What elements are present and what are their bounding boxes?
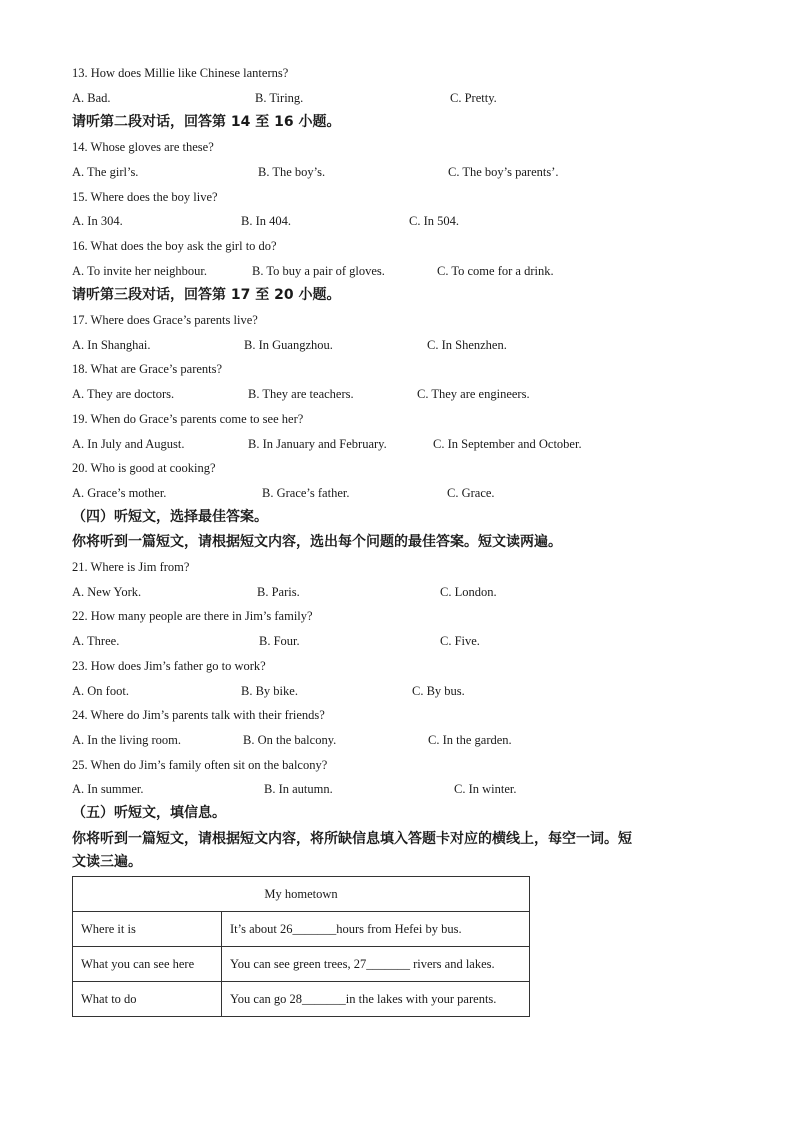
option-a: A. The girl’s. (72, 165, 139, 179)
table-header-row (73, 877, 530, 912)
option-b: B. Grace’s father. (262, 486, 350, 500)
option-c: C. London. (440, 585, 497, 599)
option-c: C. In 504. (409, 214, 459, 228)
row-content: It’s about 26_______hours from Hefei by bus. (222, 912, 530, 947)
section-instruction-4: 你将听到一篇短文，请根据短文内容，选出每个问题的最佳答案。短文读两遍。 (72, 534, 562, 550)
question-21: 21. Where is Jim from? (72, 560, 190, 574)
question-22: 22. How many people are there in Jim’s family? (72, 609, 313, 623)
option-b: B. On the balcony. (243, 733, 337, 747)
option-a: A. Grace’s mother. (72, 486, 167, 500)
option-a: A. In Shanghai. (72, 338, 151, 352)
option-a: A. In the living room. (72, 733, 182, 747)
table-row (73, 947, 530, 982)
option-b: B. To buy a pair of gloves. (252, 264, 385, 278)
option-a: A. To invite her neighbour. (72, 264, 207, 278)
section-heading-4: （四）听短文，选择最佳答案。 (72, 509, 268, 525)
section-instruction-5-line2: 文读三遍。 (72, 854, 142, 870)
option-c: C. By bus. (412, 684, 465, 698)
option-a: A. In July and August. (72, 437, 185, 451)
section-instruction-5-line1: 你将听到一篇短文，请根据短文内容，将所缺信息填入答题卡对应的横线上，每空一词。短 (72, 831, 632, 847)
question-18: 18. What are Grace’s parents? (72, 362, 223, 376)
option-c: C. In September and October. (433, 437, 582, 451)
row-content: You can go 28_______in the lakes with your parents. (222, 982, 530, 1017)
option-a: A. In summer. (72, 782, 144, 796)
option-c: C. Five. (440, 634, 480, 648)
option-c: C. In winter. (454, 782, 517, 796)
option-b: B. In autumn. (264, 782, 333, 796)
option-b: B. They are teachers. (248, 387, 354, 401)
table-row (73, 982, 530, 1017)
question-17: 17. Where does Grace’s parents live? (72, 313, 258, 327)
row-content: You can see green trees, 27_______ rivers and lakes. (222, 947, 530, 982)
question-16: 16. What does the boy ask the girl to do? (72, 239, 277, 253)
row-label: What to do (73, 982, 222, 1017)
section-heading-5: （五）听短文，填信息。 (72, 805, 226, 821)
question-19: 19. When do Grace’s parents come to see her? (72, 412, 304, 426)
option-a: A. Bad. (72, 91, 111, 105)
question-20: 20. Who is good at cooking? (72, 461, 216, 475)
question-24: 24. Where do Jim’s parents talk with their friends? (72, 708, 325, 722)
option-a: A. Three. (72, 634, 120, 648)
table-row (73, 912, 530, 947)
option-a: A. In 304. (72, 214, 123, 228)
option-b: B. Tiring. (255, 91, 304, 105)
option-b: B. The boy’s. (258, 165, 326, 179)
option-b: B. Paris. (257, 585, 300, 599)
option-c: C. They are engineers. (417, 387, 530, 401)
option-a: A. New York. (72, 585, 142, 599)
question-14: 14. Whose gloves are these? (72, 140, 214, 154)
section-heading-2: 请听第二段对话，回答第 14 至 16 小题。 (72, 114, 341, 130)
question-25: 25. When do Jim’s family often sit on the balcony? (72, 758, 328, 772)
table-title: My hometown (73, 877, 530, 912)
option-c: C. In the garden. (428, 733, 512, 747)
option-a: A. They are doctors. (72, 387, 175, 401)
option-a: A. On foot. (72, 684, 129, 698)
question-23: 23. How does Jim’s father go to work? (72, 659, 266, 673)
option-b: B. In January and February. (248, 437, 387, 451)
option-b: B. In Guangzhou. (244, 338, 333, 352)
option-c: C. In Shenzhen. (427, 338, 507, 352)
option-b: B. In 404. (241, 214, 291, 228)
hometown-table (72, 876, 530, 1017)
option-c: C. To come for a drink. (437, 264, 554, 278)
row-label: Where it is (73, 912, 222, 947)
option-c: C. Pretty. (450, 91, 497, 105)
row-label: What you can see here (73, 947, 222, 982)
section-heading-3: 请听第三段对话，回答第 17 至 20 小题。 (72, 287, 341, 303)
question-13: 13. How does Millie like Chinese lanterns? (72, 66, 289, 80)
option-b: B. By bike. (241, 684, 298, 698)
option-c: C. The boy’s parents’. (448, 165, 559, 179)
option-c: C. Grace. (447, 486, 495, 500)
question-15: 15. Where does the boy live? (72, 190, 218, 204)
option-b: B. Four. (259, 634, 300, 648)
